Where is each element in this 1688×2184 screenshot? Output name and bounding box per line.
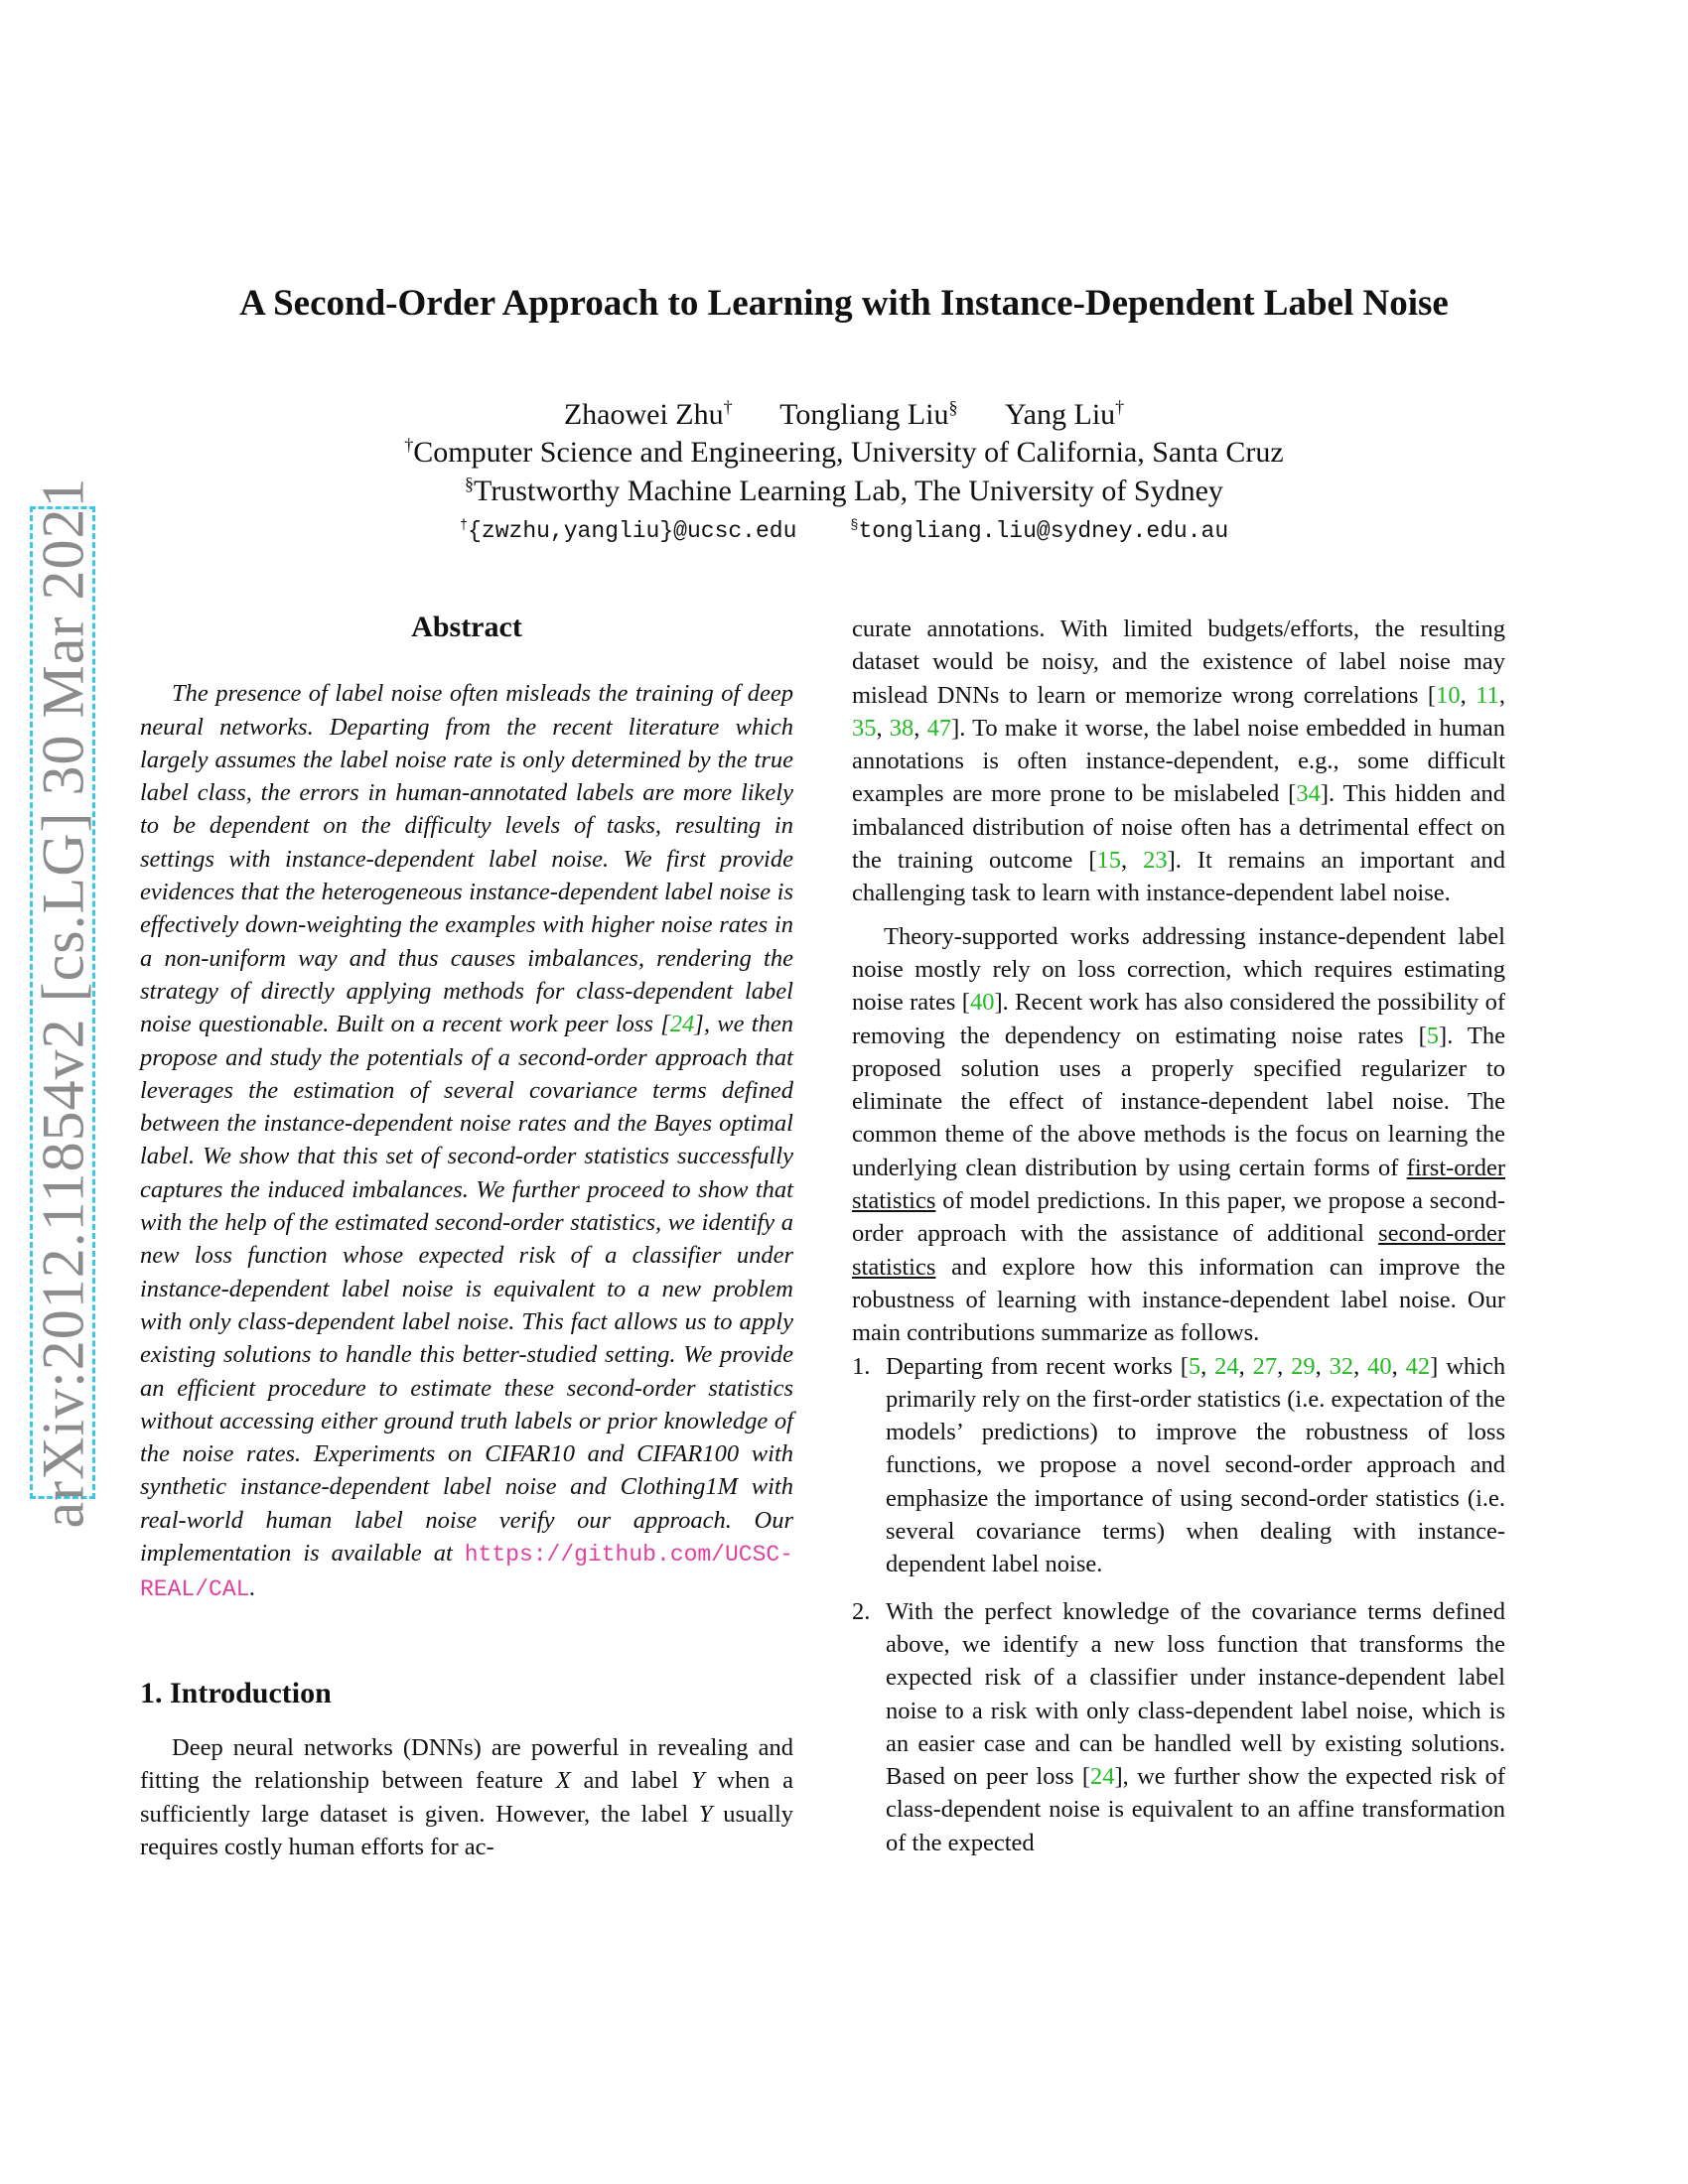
author: Zhaowei Zhu† [563, 397, 733, 431]
right-column [852, 613, 1505, 1859]
affiliation: †Computer Science and Engineering, University of California, Santa Cruz [404, 435, 1284, 469]
intro-paragraph: Deep neural networks (DNNs) are powerful in revealing and fitting the relationship between feature X and label Y when a sufficiently large dataset is given. However, the label Y usually requires costly human efforts for ac- [140, 1733, 793, 1860]
author: Tongliang Liu§ [779, 397, 958, 431]
citation-link[interactable]: 42 [1405, 1352, 1431, 1380]
citation-link[interactable]: 10 [1436, 681, 1461, 709]
list-item: 1. Departing from recent works [5, 24, 27, 29, 32, 40, 42] which primarily rely on the first-order statistics (i.e. expectation of the models’ predictions) to improve the robustness of loss functions, we propose a novel second-order approach and emphasize the importance of using second-order statistics (i.e. several covariance terms) when dealing with instance-dependent label noise. [852, 1352, 1506, 1578]
abstract-body: The presence of label noise often misleads the training of deep neural networks. Departing from the recent literature which largely assumes the label noise rate is only determined by the true label class, the errors in human-annotated labels are more likely to be dependent on the difficulty levels of tasks, resulting in settings with instance-dependent label noise. We first provide evidences that the heterogeneous instance-dependent label noise is effectively down-weighting the examples with higher noise rates in a non-uniform way and thus causes imbalances, rendering the strategy of directly applying methods for class-dependent label noise questionable. Built on a recent work peer loss [24], we then propose and study the potentials of a second-order approach that leverages the estimation of several covariance terms defined between the instance-dependent noise rates and the Bayes optimal label. We show that this set of second-order statistics successfully captures the induced imbalances. We further proceed to show that with the help of the estimated second-order statistics, we identify a new loss function whose expected risk of a classifier under instance-dependent label noise is equivalent to a new problem with only class-dependent label noise. This fact allows us to apply existing solutions to handle this better-studied setting. We provide an efficient procedure to estimate these second-order statistics without accessing either ground truth labels or prior knowledge of the noise rates. Experiments on CIFAR10 and CIFAR100 with synthetic instance-dependent label noise and Clothing1M with real-world human label noise verify our approach. Our implementation is available at https://github.com/UCSC-REAL/CAL. [140, 680, 793, 1603]
citation-link[interactable]: 35 [852, 714, 877, 742]
citation-link[interactable]: 34 [1296, 780, 1321, 808]
affiliation: §Trustworthy Machine Learning Lab, The University of Sydney [465, 474, 1223, 507]
abstract-heading: Abstract [411, 611, 522, 643]
citation-link[interactable]: 47 [926, 714, 952, 742]
contributions-list [852, 1350, 1505, 1859]
citation-link[interactable]: 40 [969, 989, 995, 1017]
citation-link[interactable]: 29 [1291, 1352, 1316, 1380]
email[interactable]: §tongliang.liu@sydney.edu.au [850, 518, 1229, 544]
arxiv-identifier[interactable]: arXiv:2012.11854v2 [cs.LG] 30 Mar 2021 [30, 477, 96, 1529]
paper-title: A Second-Order Approach to Learning with Instance-Dependent Label Noise [239, 283, 1449, 324]
citation-link[interactable]: 27 [1252, 1352, 1278, 1380]
citation-link[interactable]: 23 [1143, 847, 1168, 875]
citation-link[interactable]: 5 [1426, 1022, 1440, 1049]
left-column [140, 611, 793, 1863]
introduction-heading: 1. Introduction [140, 1676, 332, 1709]
citation-link[interactable]: 32 [1329, 1352, 1354, 1380]
list-item: 2. With the perfect knowledge of the covariance terms defined above, we identify a new loss function that transforms the expected risk of a classifier under instance-dependent label noise to a risk with only class-dependent label noise, which is an easier case and can be handled well by existing solutions. Based on peer loss [24], we further show the expected risk of class-dependent noise is equivalent to an affine transformation of the expected [852, 1597, 1505, 1856]
citation-link[interactable]: 38 [889, 714, 914, 742]
body-paragraph: Theory-supported works addressing instance-dependent label noise mostly rely on loss correction, which requires estimating noise rates [40]. Recent work has also considered the possibility of removing the dependency on estimating noise rates [5]. The proposed solution uses a properly specified regularizer to eliminate the effect of instance-dependent label noise. The common theme of the above methods is the focus on learning the underlying clean distribution by using certain forms of first-order statistics of model predictions. In this paper, we propose a second-order approach with the assistance of additional second-order statistics and explore how this information can improve the robustness of learning with instance-dependent label noise. Our main contributions summarize as follows. [852, 922, 1505, 1347]
citation-link[interactable]: 24 [1214, 1352, 1239, 1380]
email[interactable]: †{zwzhu,yangliu}@ucsc.edu [459, 518, 797, 544]
citation-link[interactable]: 15 [1096, 847, 1122, 875]
body-paragraph: curate annotations. With limited budgets/efforts, the resulting dataset would be noisy, and the existence of label noise may mislead DNNs to learn or memorize wrong correlations [10, 11, 35, 38, 47]. To make it worse, the label noise embedded in human annotations is often instance-dependent, e.g., some difficult examples are more prone to be mislabeled [34]. This hidden and imbalanced distribution of noise often has a detrimental effect on the training outcome [15, 23]. It remains an important and challenging task to learn with instance-dependent label noise. [852, 615, 1506, 907]
author: Yang Liu† [1005, 397, 1125, 431]
citation-link[interactable]: 24 [1090, 1763, 1115, 1791]
author-emails [0, 518, 1688, 544]
citation-link[interactable]: 11 [1476, 681, 1499, 709]
citation-link[interactable]: 24 [669, 1011, 695, 1038]
citation-link[interactable]: 40 [1367, 1352, 1392, 1380]
citation-link[interactable]: 5 [1188, 1352, 1201, 1380]
author-list [0, 397, 1688, 432]
code-link[interactable]: https://github.com/UCSC-REAL/CAL [140, 1542, 793, 1603]
